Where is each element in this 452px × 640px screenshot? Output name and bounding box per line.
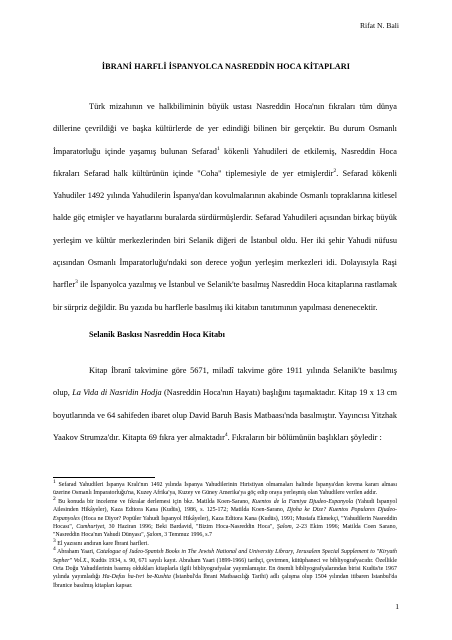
footnote-2: [53, 495, 398, 540]
intro-text-2: kökenli Yahudileri de etkilemiş, Nasreddin Hoca fıkraları Sefarad halk kültürünün içinde "Coha" tiplemesiyle de yer etmişlerdir: [53, 146, 397, 178]
footnote-ref-4[interactable]: 4: [224, 432, 228, 439]
footnote-2-italic: Şalom: [146, 532, 162, 539]
footnote-2-text: (Hoca ne Diyor? Popüler Yahudi İspanyol Hikâyeler), Kaza Editora Kana (Kudüs), 1991; Mustafa Ekmekçi, "Yahudilerin Nasreddin Hocası",: [53, 515, 397, 531]
section-text-2: (Nasreddin Hoca'nın Hayatı) başlığını taşımaktadır. Kitap 19 x 13 cm boyutlarında ve 64 sahifeden ibaret olup David Baruh Basis Matbaası'nda basılmıştır. Yayıncısı Yitzhak Yaakov Strumza'dır. Kitapta 69 fıkra yer almaktadır: [53, 388, 398, 442]
footnote-1: [53, 481, 397, 498]
running-header: Rifat N. Bali: [359, 21, 399, 30]
footnote-4: [53, 548, 397, 590]
footnote-2-italic: Cumhuriyet: [76, 524, 105, 531]
section-text-3: . Fıkraların bir bölümünün başlıkları şöyledir :: [227, 432, 382, 442]
footnote-4-number: 4: [53, 546, 56, 553]
footnote-2-text: , 30 Haziran 1996; Beki Bardavid, "Bizim Hoca-Nasreddin Hoca",: [104, 524, 277, 531]
footnote-2-text: , 3 Temmuz 1996, s.7: [161, 532, 213, 539]
section-text-1: Kitap İbranî takvimine göre 5671, miladî takvime göre 1911 yılında Selanik'te basılmış olup,: [53, 366, 397, 398]
footnote-2-number: 2: [53, 495, 56, 502]
footnote-ref-3[interactable]: 3: [75, 279, 78, 286]
footnote-1-number: 1: [53, 479, 56, 486]
footnote-3: [53, 537, 397, 548]
footnotes: [53, 481, 397, 590]
intro-text-1: Türk mizahının ve halkbiliminin büyük ustası Nasreddin Hoca'nın fıkraları tüm dünya dillerine çevrildiği ve başka kültürlerde de yer edindiği bilinen bir gerçektir. Bu durum Osmanlı İmparatorluğu içinde yaşamış bulunan Sefarad: [53, 102, 397, 156]
footnote-3-number: 3: [53, 537, 56, 544]
section-paragraph: [53, 360, 397, 449]
intro-text-3: . Sefarad kökenli Yahudiler 1492 yılında Yahudilerin İspanya'dan kovulmalarının akabinde Osmanlı topraklarına kitlesel halde göç etmişler ve hayatlarını buralarda sürdürmüşlerdir. Sefarad Yahudileri açısından birkaç büyük yerleşim ve kültür merkezlerinden biri Selanik diğeri de İstanbul oldu. Her iki şehir Yahudi nüfusu açısından Osmanlı İmparatorluğu'ndaki son derece yoğun yerleşim merkezleri idi. Dolayısıyla Raşi harfler: [53, 168, 397, 290]
footnote-2-italic: Djoha ke Dize? Kuentos Populares Djudeo-Espanyoles: [53, 507, 397, 522]
footnote-2-text: , 2-23 Ekim 1996; Matilda Coen Sarano, "Nasreddin Hoca'nın Yahudi Dünyası",: [53, 524, 398, 539]
footnote-4-text: Abraham Yaari,: [55, 549, 97, 556]
footnote-4-text: ., Kudüs 1934, s. 90, 671 sayılı kayıt. Abraham Yaari (1899-1966) tarihçi, çevirmen, kütüphaneci ve bibliyografyacıdır. Özellikle Orta Doğu Yahudilerinin basmış oldukları kitaplarla ilgili bibliyografyalar yayımlamıştır. En önemli bibliyografyalarından birisi Kudüs'te 1967 yılında yayımladığı: [53, 557, 398, 581]
footnote-1-text: Sefarad Yahudileri İspanya Kralı'nın 1492 yılında İspanya Yahudilerinin Hıristiyan olmamaları halinde İspanya'dan kovma kararı alması üzerine Osmanlı İmparatorluğu'na, Kuzey Afrika'ya, Kuzey ve Güney Amerika'ya göç edip oraya yerleşmiş olan Yahudilere verilen addır.: [53, 482, 397, 497]
intro-text-4: ile İspanyolca yazılmış ve İstanbul ve Selanik'te basılmış Nasreddin Hoca kitaplarına rastlamak bir sürpriz değildir. Bu yazıda bu harflerle basılmış iki kitabın tanıtımının yapılması denenecektir.: [53, 280, 397, 312]
footnote-ref-2[interactable]: 2: [333, 168, 337, 175]
page-number: 1: [395, 602, 399, 611]
book-title: La Vida di Nasridin Hodja: [72, 388, 162, 398]
footnote-4-italic: Catalogue of Judeo-Spanish Books in The Jewish National and University Library, Jerusalem Special Supplement to "Kiryath Sepher" Vol.X: [53, 549, 397, 564]
footnote-2-text: Bu konuda bir inceleme ve fıkralar derlemesi için bkz. Matilda Koen-Sarano,: [55, 498, 252, 505]
page-title: İBRANİ HARFLİ İSPANYOLCA NASREDDİN HOCA KİTAPLARI: [101, 62, 351, 71]
footnote-separator: [53, 477, 155, 478]
section-heading: Selanik Baskısı Nasreddin Hoca Kitabı: [89, 330, 225, 339]
footnote-2-text: (Yahudi İspanyol Ailesinden Hikâyeler), Kaza Editora Kana (Kudüs), 1986, s. 125-172; Matilda Koen-Sarano,: [53, 498, 397, 514]
footnote-3-text: El yazısını andıran kare İbrani harfleri.: [55, 540, 149, 547]
footnote-ref-1[interactable]: 1: [216, 145, 220, 152]
footnote-2-italic: Kuentos de la Famiya Djudeo-Espanyola: [252, 498, 354, 505]
footnote-4-text: (İstanbul'da İbrani Matbaacılığı Tarihi) adlı çalışma olup 1504 yılından itibaren İstanbul'da İbranice basılmış kitapları kapsar.: [53, 574, 397, 589]
intro-paragraph: [53, 96, 397, 319]
footnote-2-italic: Şalom: [276, 524, 292, 531]
footnote-4-italic: Ha-Defus ha-Ivri be-Kushta: [102, 574, 171, 581]
